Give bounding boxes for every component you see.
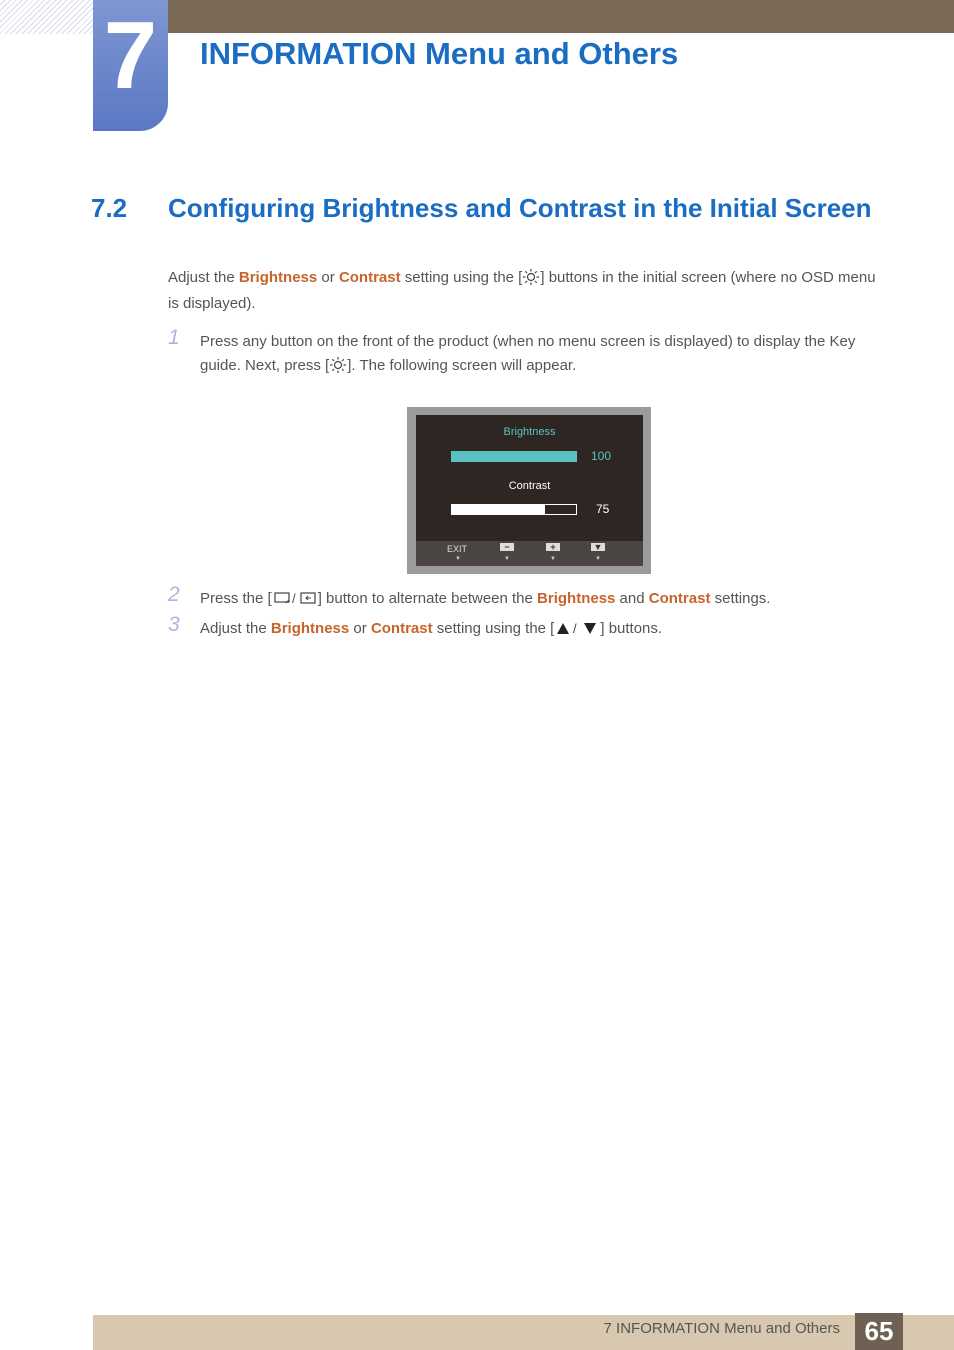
osd-key-guide	[416, 541, 643, 566]
intro-text: or	[317, 269, 339, 286]
intro-text: ] buttons in the initial screen (where no OSD menu is displayed).	[168, 269, 876, 312]
step-text-part: ] buttons.	[600, 620, 663, 637]
step-text-part: settings.	[710, 590, 771, 607]
osd-arrow-icon: ▼	[504, 556, 510, 562]
chapter-number: 7	[103, 2, 158, 109]
header-bar	[168, 0, 954, 33]
brightness-value: 100	[591, 449, 612, 463]
step-text-part: and	[615, 590, 649, 607]
contrast-bar	[451, 504, 577, 515]
contrast-term: Contrast	[370, 620, 433, 637]
contrast-bar-fill	[452, 505, 545, 514]
step-text-part: Adjust the	[200, 620, 271, 637]
brightness-bar-fill	[452, 452, 576, 461]
step-number: 1	[168, 326, 180, 349]
osd-minus-button: −	[500, 543, 514, 551]
step-text-part: Press the [	[200, 590, 272, 607]
chapter-title: INFORMATION Menu and Others	[200, 36, 679, 71]
step-text-part: ]. The following screen will appear.	[347, 357, 577, 374]
osd-exit-label: EXIT	[447, 544, 468, 554]
slash-text: /	[291, 591, 296, 606]
step-text-part: Press any button on the front of the product (when no menu screen is displayed) to display the Key guide. Next, press [	[200, 333, 856, 374]
step-text-part: setting using the [	[432, 620, 555, 637]
contrast-term: Contrast	[338, 269, 401, 286]
step-text-part: or	[349, 620, 371, 637]
page-number: 65	[864, 1316, 894, 1346]
sun-icon	[522, 269, 540, 285]
osd-down-button: ▼	[591, 543, 605, 551]
section-heading	[91, 193, 872, 224]
section-number: 7.2	[91, 193, 128, 223]
step-text	[200, 617, 880, 641]
osd-screen	[416, 415, 643, 541]
step-number: 3	[168, 613, 180, 636]
brightness-term: Brightness	[270, 620, 350, 637]
intro-text: setting using the [	[400, 269, 523, 286]
osd-screenshot	[407, 407, 651, 574]
osd-brightness-label: Brightness	[503, 426, 556, 438]
step-text	[200, 587, 880, 611]
slash-text: /	[573, 621, 577, 636]
intro-paragraph	[168, 265, 888, 317]
osd-arrow-icon: ▼	[550, 556, 556, 562]
brightness-term: Brightness	[238, 269, 318, 286]
brightness-term: Brightness	[537, 590, 616, 607]
brightness-bar	[451, 451, 577, 462]
step-number: 2	[168, 583, 180, 606]
osd-plus-button: +	[546, 543, 560, 551]
source-icon	[272, 590, 318, 606]
sun-icon	[329, 357, 347, 373]
contrast-value: 75	[596, 502, 610, 516]
contrast-term: Contrast	[648, 590, 711, 607]
footer-text: 7 INFORMATION Menu and Others	[603, 1320, 840, 1337]
step-text-part: ] button to alternate between the	[317, 590, 538, 607]
step-text	[200, 330, 880, 378]
osd-arrow-icon: ▼	[595, 556, 601, 562]
osd-arrow-icon: ▼	[455, 556, 461, 562]
corner-hatch	[0, 0, 93, 34]
up-down-icon	[554, 620, 600, 636]
section-title: Configuring Brightness and Contrast in the Initial Screen	[168, 193, 872, 223]
osd-contrast-label: Contrast	[508, 480, 551, 492]
intro-text: Adjust the	[168, 269, 239, 286]
